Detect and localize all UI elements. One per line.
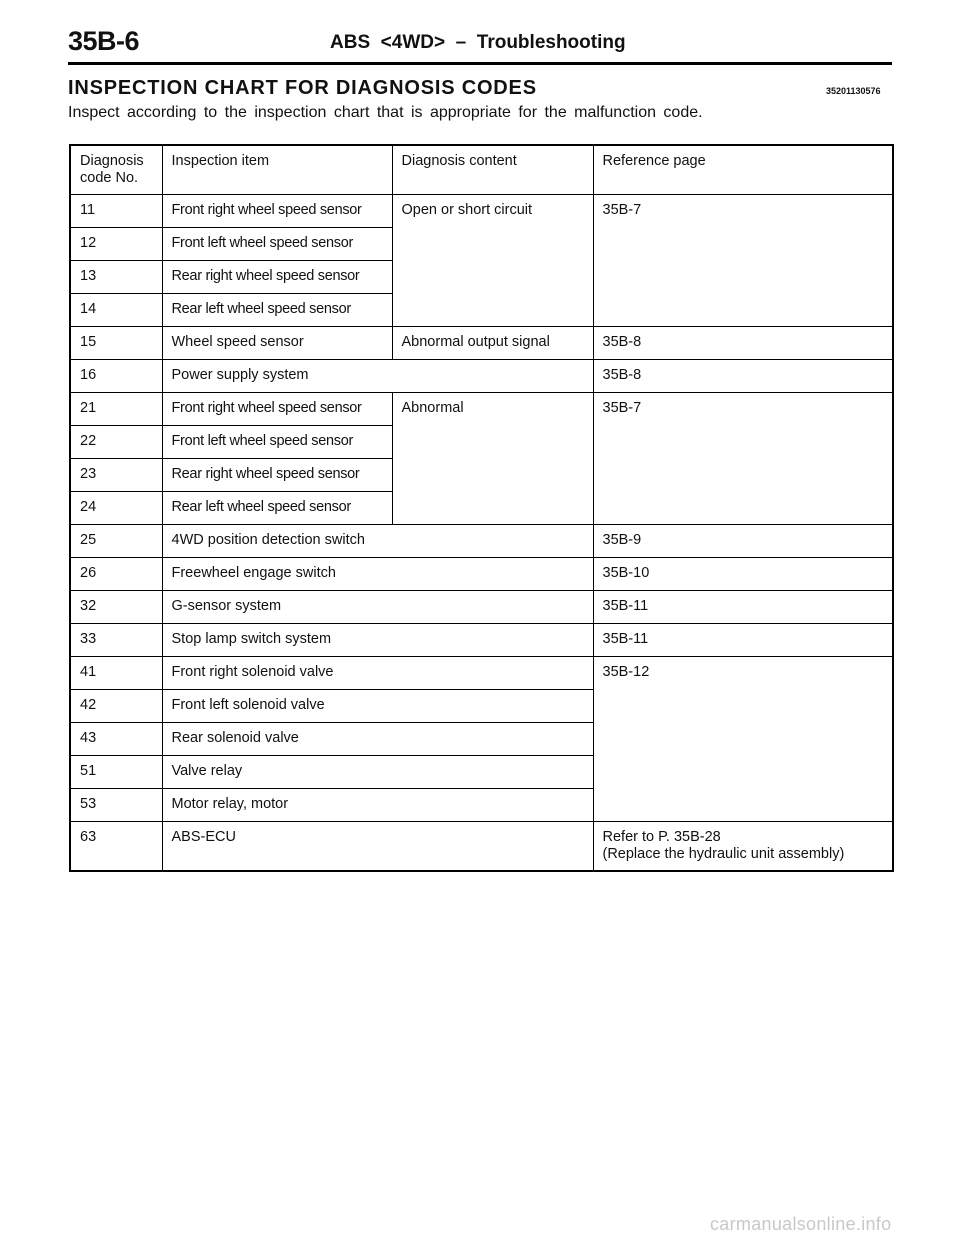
content-cell: Abnormal output signal — [392, 327, 593, 360]
item-cell: Power supply system — [162, 360, 593, 393]
header-ref: Reference page — [593, 145, 893, 195]
table-row — [70, 591, 893, 624]
item-cell: 4WD position detection switch — [162, 525, 593, 558]
table-row — [70, 525, 893, 558]
item-cell: Front right wheel speed sensor — [162, 195, 392, 228]
ref-cell: 35B-12 — [593, 657, 893, 822]
code-cell: 25 — [70, 525, 162, 558]
code-cell: 12 — [70, 228, 162, 261]
ref-cell: 35B-11 — [593, 624, 893, 657]
header-code: Diagnosis code No. — [70, 145, 162, 195]
item-cell: Rear right wheel speed sensor — [162, 261, 392, 294]
item-cell: Front right wheel speed sensor — [162, 393, 392, 426]
item-cell: Stop lamp switch system — [162, 624, 593, 657]
item-cell: Freewheel engage switch — [162, 558, 593, 591]
item-cell: Front left wheel speed sensor — [162, 228, 392, 261]
inspection-chart-table — [69, 144, 894, 872]
table-row — [70, 360, 893, 393]
ref-cell: 35B-11 — [593, 591, 893, 624]
code-cell: 33 — [70, 624, 162, 657]
item-cell: Rear right wheel speed sensor — [162, 459, 392, 492]
section-code: 35201130576 — [826, 86, 881, 96]
section-title: INSPECTION CHART FOR DIAGNOSIS CODES — [68, 77, 537, 99]
item-cell: Valve relay — [162, 756, 593, 789]
code-cell: 16 — [70, 360, 162, 393]
ref-cell — [593, 822, 893, 872]
code-cell: 13 — [70, 261, 162, 294]
code-cell: 21 — [70, 393, 162, 426]
code-cell: 15 — [70, 327, 162, 360]
table-header-row — [70, 145, 893, 195]
code-cell: 63 — [70, 822, 162, 872]
header-item: Inspection item — [162, 145, 392, 195]
intro-text: Inspect according to the inspection chart that is appropriate for the malfunction code. — [68, 104, 703, 121]
table-row — [70, 624, 893, 657]
item-cell: Front right solenoid valve — [162, 657, 593, 690]
table-row — [70, 657, 893, 690]
item-cell: Rear solenoid valve — [162, 723, 593, 756]
table-row — [70, 393, 893, 426]
header-content: Diagnosis content — [392, 145, 593, 195]
table-row — [70, 558, 893, 591]
item-cell: Front left solenoid valve — [162, 690, 593, 723]
ref-cell: 35B-10 — [593, 558, 893, 591]
code-cell: 42 — [70, 690, 162, 723]
page-header — [68, 28, 892, 65]
page-number: 35B-6 — [68, 26, 140, 56]
item-cell: Front left wheel speed sensor — [162, 426, 392, 459]
code-cell: 53 — [70, 789, 162, 822]
item-cell: Wheel speed sensor — [162, 327, 392, 360]
item-cell: Rear left wheel speed sensor — [162, 492, 392, 525]
table-row — [70, 327, 893, 360]
content-cell: Open or short circuit — [392, 195, 593, 327]
code-cell: 14 — [70, 294, 162, 327]
code-cell: 43 — [70, 723, 162, 756]
table-row — [70, 195, 893, 228]
ref-line-1: Refer to P. 35B-28 — [602, 829, 721, 845]
ref-cell: 35B-8 — [593, 327, 893, 360]
ref-cell: 35B-8 — [593, 360, 893, 393]
code-cell: 24 — [70, 492, 162, 525]
code-cell: 51 — [70, 756, 162, 789]
ref-cell: 35B-7 — [593, 393, 893, 525]
table-row — [70, 822, 893, 872]
code-cell: 26 — [70, 558, 162, 591]
item-cell: Rear left wheel speed sensor — [162, 294, 392, 327]
code-cell: 41 — [70, 657, 162, 690]
code-cell: 32 — [70, 591, 162, 624]
code-cell: 11 — [70, 195, 162, 228]
item-cell: Motor relay, motor — [162, 789, 593, 822]
content-cell: Abnormal — [392, 393, 593, 525]
watermark: carmanualsonline.info — [710, 1214, 892, 1234]
ref-cell: 35B-9 — [593, 525, 893, 558]
item-cell: G-sensor system — [162, 591, 593, 624]
code-cell: 22 — [70, 426, 162, 459]
code-cell: 23 — [70, 459, 162, 492]
ref-line-2: (Replace the hydraulic unit assembly) — [602, 846, 845, 862]
ref-cell: 35B-7 — [593, 195, 893, 327]
page-title: ABS <4WD> – Troubleshooting — [330, 32, 626, 53]
item-cell: ABS-ECU — [162, 822, 593, 872]
